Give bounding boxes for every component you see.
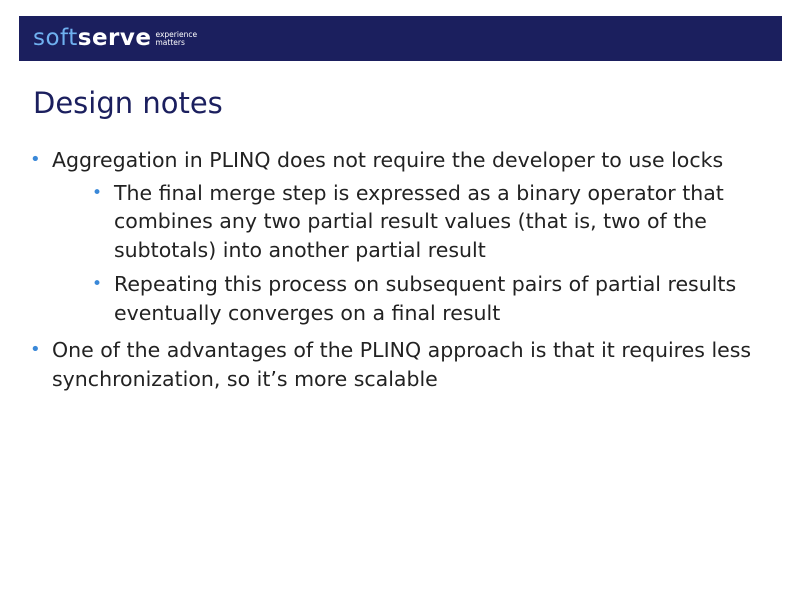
header-banner: [19, 16, 782, 61]
bullet-text: One of the advantages of the PLINQ approach is that it requires less synchronization, so it’s more scalable: [52, 338, 752, 391]
sub-bullet-text: The final merge step is expressed as a binary operator that combines any two partial result values (that is, two of the subtotals) into another partial result: [114, 180, 724, 262]
logo-serve-text: serve: [77, 25, 152, 51]
bullet-item: [30, 146, 770, 327]
sub-bullet-item: [92, 270, 770, 327]
softserve-logo: [33, 22, 197, 54]
logo-tagline-line1: experience: [155, 29, 198, 39]
bullet-text: Aggregation in PLINQ does not require the developer to use locks: [52, 148, 724, 172]
logo-soft-text: soft: [33, 25, 78, 51]
bullet-item: [30, 336, 770, 393]
logo-tagline: [156, 31, 198, 48]
slide-body: [30, 146, 770, 402]
bullet-icon: •: [30, 149, 41, 170]
bullet-icon: •: [92, 274, 103, 294]
sub-bullet-text: Repeating this process on subsequent pairs of partial results eventually converges on a final result: [114, 272, 737, 325]
slide-title: Design notes: [33, 86, 223, 120]
bullet-icon: •: [30, 339, 41, 360]
logo-tagline-line2: matters: [155, 38, 185, 47]
bullet-icon: •: [92, 182, 103, 203]
sub-bullet-item: [92, 179, 770, 265]
sub-bullet-list: [52, 179, 770, 328]
